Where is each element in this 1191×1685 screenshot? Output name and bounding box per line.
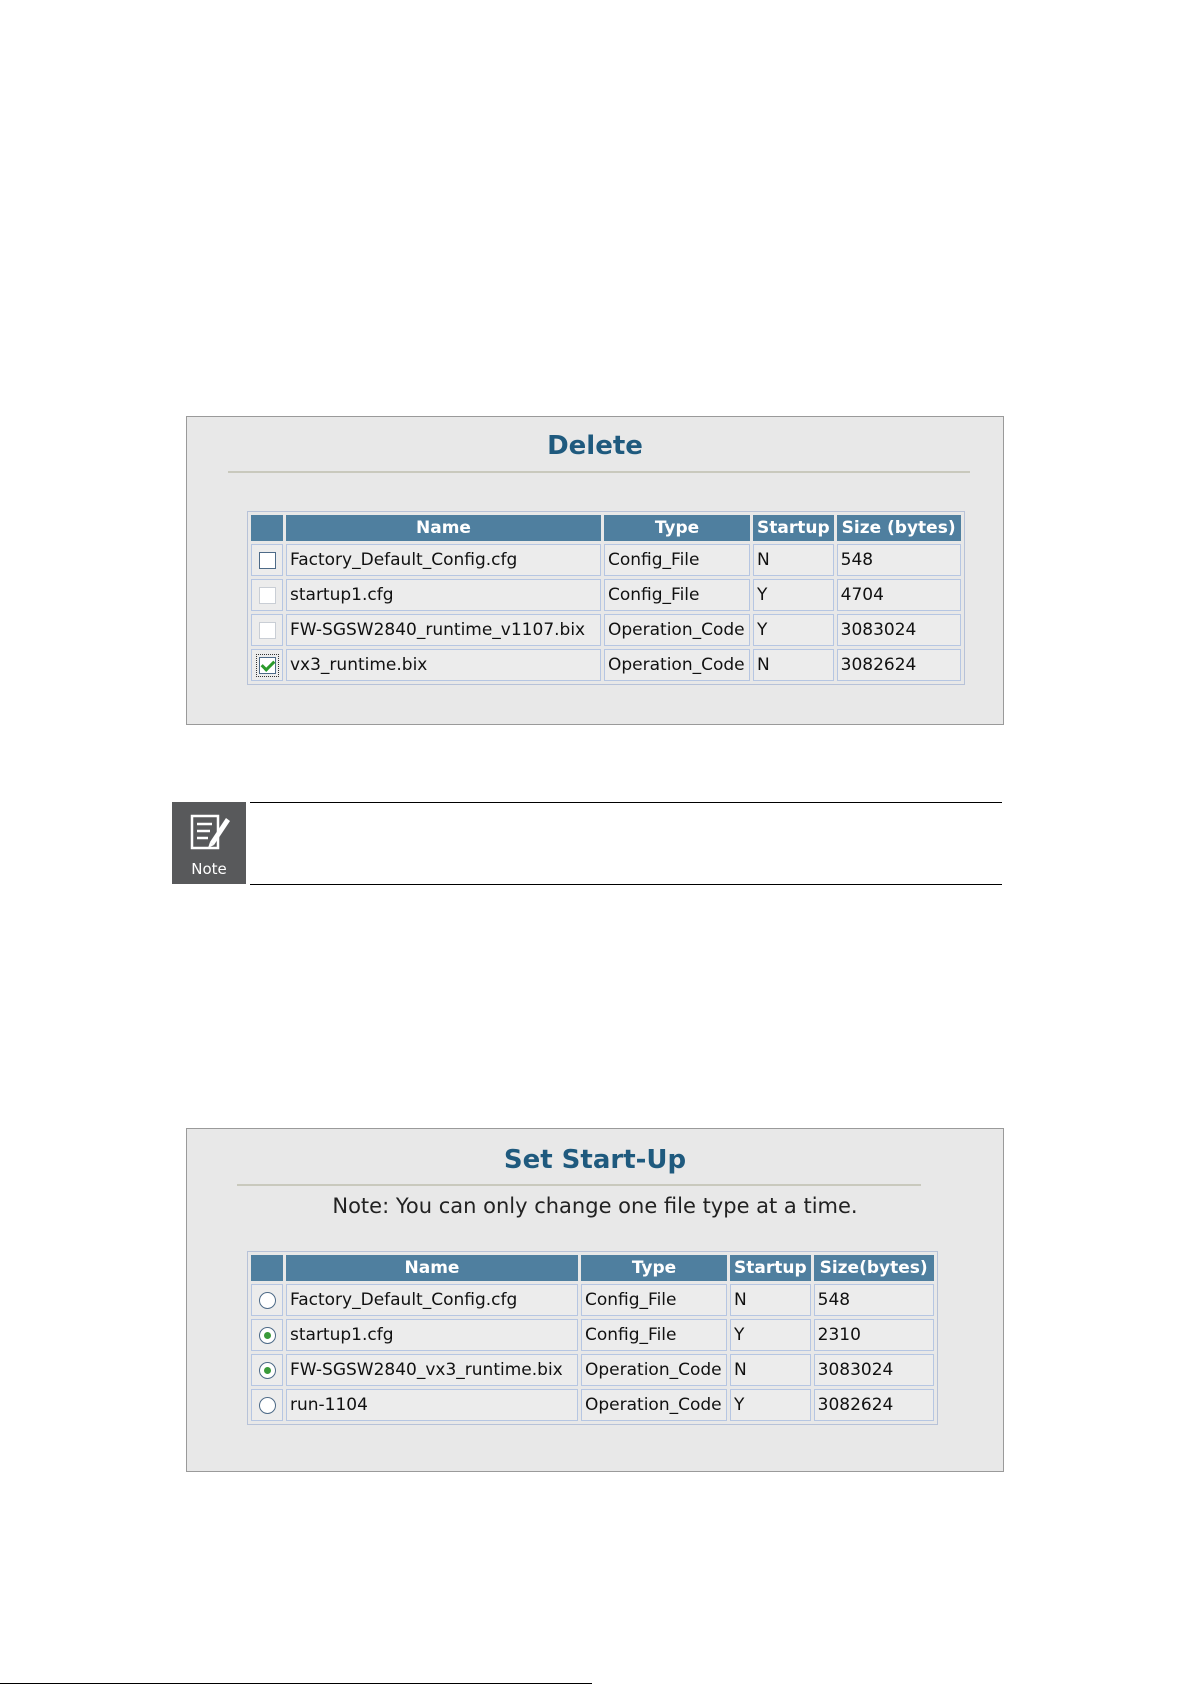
note-top-rule	[250, 802, 1002, 803]
delete-checkbox[interactable]	[259, 657, 276, 674]
note-label: Note	[191, 860, 227, 878]
file-size-cell: 548	[837, 544, 961, 576]
file-name-cell: run-1104	[286, 1389, 578, 1421]
row-select-cell	[251, 649, 283, 681]
startup-radio[interactable]	[259, 1397, 276, 1414]
file-startup-cell: Y	[730, 1319, 811, 1351]
file-type-cell: Operation_Code	[581, 1354, 727, 1386]
row-select-cell	[251, 579, 283, 611]
file-size-cell: 548	[814, 1284, 934, 1316]
file-name-cell: Factory_Default_Config.cfg	[286, 1284, 578, 1316]
col-size-header: Size(bytes)	[814, 1255, 934, 1281]
col-size-header: Size (bytes)	[837, 515, 961, 541]
startup-radio[interactable]	[259, 1327, 276, 1344]
col-select-header	[251, 1255, 283, 1281]
row-select-cell	[251, 1389, 283, 1421]
table-row	[251, 1319, 934, 1351]
row-select-cell	[251, 1354, 283, 1386]
col-startup-header: Startup	[753, 515, 834, 541]
table-row	[251, 649, 961, 681]
file-size-cell: 3082624	[814, 1389, 934, 1421]
file-startup-cell: N	[730, 1354, 811, 1386]
page-footer-rule	[0, 1683, 592, 1684]
file-name-cell: FW-SGSW2840_runtime_v1107.bix	[286, 614, 601, 646]
file-name-cell: FW-SGSW2840_vx3_runtime.bix	[286, 1354, 578, 1386]
table-row	[251, 1354, 934, 1386]
startup-note-text: Note: You can only change one file type at a time.	[332, 1194, 858, 1218]
file-startup-cell: Y	[753, 614, 834, 646]
file-startup-cell: Y	[730, 1389, 811, 1421]
startup-panel	[186, 1128, 1004, 1472]
row-select-cell	[251, 1284, 283, 1316]
table-row	[251, 1284, 934, 1316]
startup-file-table	[247, 1251, 938, 1425]
table-row	[251, 544, 961, 576]
row-select-cell	[251, 1319, 283, 1351]
note-pencil-icon	[172, 802, 246, 884]
col-select-header	[251, 515, 283, 541]
file-startup-cell: Y	[753, 579, 834, 611]
file-startup-cell: N	[753, 544, 834, 576]
file-type-cell: Config_File	[604, 544, 750, 576]
delete-panel-title: Delete	[547, 431, 643, 461]
file-size-cell: 4704	[837, 579, 961, 611]
col-type-header: Type	[604, 515, 750, 541]
table-header-row	[251, 1255, 934, 1281]
file-size-cell: 3083024	[814, 1354, 934, 1386]
file-type-cell: Config_File	[581, 1284, 727, 1316]
delete-file-table	[247, 511, 965, 685]
delete-panel	[186, 416, 1004, 725]
file-type-cell: Config_File	[581, 1319, 727, 1351]
file-name-cell: startup1.cfg	[286, 579, 601, 611]
table-row	[251, 579, 961, 611]
delete-checkbox[interactable]	[259, 552, 276, 569]
file-size-cell: 2310	[814, 1319, 934, 1351]
table-row	[251, 1389, 934, 1421]
row-select-cell	[251, 614, 283, 646]
file-name-cell: startup1.cfg	[286, 1319, 578, 1351]
delete-checkbox	[259, 587, 276, 604]
file-type-cell: Operation_Code	[604, 649, 750, 681]
file-type-cell: Config_File	[604, 579, 750, 611]
file-type-cell: Operation_Code	[604, 614, 750, 646]
file-name-cell: vx3_runtime.bix	[286, 649, 601, 681]
note-pencil-glyph	[186, 808, 232, 860]
file-name-cell: Factory_Default_Config.cfg	[286, 544, 601, 576]
table-header-row	[251, 515, 961, 541]
table-row	[251, 614, 961, 646]
file-type-cell: Operation_Code	[581, 1389, 727, 1421]
col-name-header: Name	[286, 1255, 578, 1281]
startup-panel-divider	[237, 1184, 921, 1186]
col-startup-header: Startup	[730, 1255, 811, 1281]
row-select-cell	[251, 544, 283, 576]
startup-radio[interactable]	[259, 1362, 276, 1379]
note-bottom-rule	[250, 884, 1002, 885]
file-startup-cell: N	[730, 1284, 811, 1316]
col-type-header: Type	[581, 1255, 727, 1281]
delete-panel-divider	[228, 471, 970, 473]
startup-radio[interactable]	[259, 1292, 276, 1309]
delete-checkbox	[259, 622, 276, 639]
col-name-header: Name	[286, 515, 601, 541]
file-startup-cell: N	[753, 649, 834, 681]
file-size-cell: 3082624	[837, 649, 961, 681]
file-size-cell: 3083024	[837, 614, 961, 646]
startup-panel-title: Set Start-Up	[503, 1145, 687, 1175]
